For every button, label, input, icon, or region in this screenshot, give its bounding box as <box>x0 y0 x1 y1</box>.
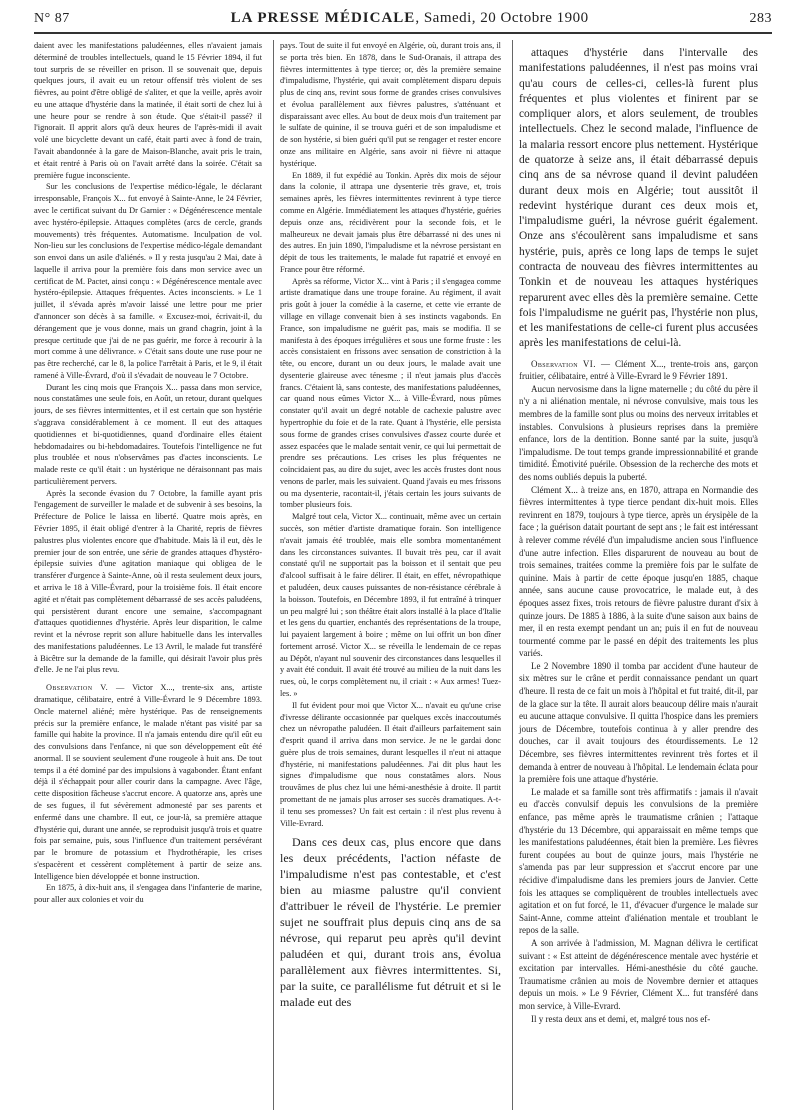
column-3 <box>512 40 758 1110</box>
paragraph: Sur les conclusions de l'expertise médico-légale, le déclarant irresponsable, François X... fut envoyé à Sainte-Anne, le 24 Février, avec le certificat suivant du Dr Garnier : « Dégénérescence mentale avec hystéro-épilepsie. Attaques complètes (arcs de cercle, grands mouvements) très fréquentes. Automatisme. Inculpation de vol. Non-lieu sur les conclusions de l'expertise médico-légale demandant son envoi dans un asile d'aliénés. » Il y resta jusqu'au 2 Mai, date à laquelle il arriva pour la première fois dans mon service avec un certificat de M. Pactet, ainsi conçu : « Dégénérescence mentale avec hystéro-épilepsie. Attaques fréquentes. Actes inconscients. » Le 1 juillet, il s'évada après m'avoir laissé une lettre pour me prier d'annoncer son décès à sa famille. « Excusez-moi, écrivait-il, du dérangement que je vous donne, mais un grand chagrin, joint à la presque certitude que j'ai de ne pas guérir, me force à recourir à la mort comme à une délivrance. » C'était sans doute une ruse pour ne pas être recherché, car le 8, la police l'arrêtait à Paris, et le 9, il était ramené à Ville-Évrard, d'où il s'évadait de nouveau le 7 Octobre. <box>34 182 262 380</box>
paragraph: Malgré tout cela, Victor X... continuait, même avec un certain succès, son métier d'artiste dramatique forain. Son intelligence n'avait jamais été troublée, mais elle sombra momentanément dans les circonstances suivantes. Il buvait très peu, car il avait constaté qu'il ne supportait pas la boisson et il sentait que peu d'alcool suffisait à le faire délirer. Il était, en effet, névropathique et paludéen, deux causes puissantes de non-résistance cérébrale à la boisson. Toutefois, en Décembre 1893, il fut entraîné à trinquer un peu malgré lui ; son théâtre était alors installé à la place d'Italie et les gens du quartier, enchantés des représentations de la troupe, lui payaient largement à boire ; même on lui offrit un bon dîner fortement arrosé. Victor X... se réveilla le lendemain de ce repas au Dépôt, n'ayant nul souvenir des circonstances dans lesquelles il y avait été conduit. Il avait été trouvé au milieu de la nuit dans les rues, où, le corps complètement nu, il criait : « Aux armes! Tuez-les. » <box>280 512 501 698</box>
paragraph: daient avec les manifestations paludéennes, elles n'avaient jamais déterminé de troubles intellectuels, quand le 15 Février 1894, il fut tout surpris de se réveiller en prison. Il se souvenait que, depuis quelques jours, il avait eu un retour offensif très violent de ses fièvres, au point d'être obligé de s'aliter, et que la veille, après avoir eu une attaque d'hystérie dans la matinée, il était sorti de chez lui à une heure pour se rendre à son étude. Que s'était-il passé? il l'ignorait. Il apprit alors qu'à deux heures de l'après-midi il avait volé une bicyclette devant un café, était parti avec à fond de train, l'avait abandonnée à la gare de Maison-Blanche, avait pris le train, et était rentré à Paris où on l'avait arrêté dans la soirée. C'était sa première fugue inconsciente. <box>34 41 262 180</box>
paragraph: En 1875, à dix-huit ans, il s'engagea dans l'infanterie de marine, pour aller aux colonies et voir du <box>34 883 262 905</box>
observation-text: Clément X..., trente-trois ans, garçon fruitier, célibataire, entré à Ville-Evrard le 9 Février 1891. <box>519 358 758 382</box>
paragraph: Il fut évident pour moi que Victor X... n'avait eu qu'une crise d'ivresse délirante occasionnée par quelques excès inaccoutumés chez un névropathe paludéen. Il était d'ailleurs parfaitement sain d'esprit quand il arriva dans mon service. Je ne le gardai donc guère plus de trois semaines, durant lesquelles il n'eut ni attaque d'hystérie, ni manifestations paludéennes. J'ai dit plus haut les signes d'impaludisme que nous constatâmes alors. Nous trouvâmes de plus chez lui une hémi-anesthésie à droite. Il partit promettant de ne jamais plus arroser ses succès dramatiques. A-t-il tenu ses promesses? Un fait est certain : il n'est plus revenu à Ville-Evrard. <box>280 700 501 828</box>
text-columns <box>34 40 772 1110</box>
observation-label: Observation V. — <box>46 683 125 693</box>
paragraph: Aucun nervosisme dans la ligne maternelle ; du côté du père il n'y a ni aliénation mentale, ni névrose convulsive, mais tous les membres de la famille sont plus ou moins des nerveux irritables et instables. Convulsions à plusieurs reprises dans la première enfance, lors de la dentition. Bonne santé par la suite, jusqu'à l'impaludisme. De tout temps grande impressionnabilité et grande timidité. Émotivité puérile. Obsession de la recherche des mots et des noms oubliés depuis la puberté. <box>519 383 758 482</box>
observation-paragraph <box>34 682 262 882</box>
journal-title-line <box>231 10 589 27</box>
discussion-paragraph: Dans ces deux cas, plus encore que dans les deux précédents, l'action néfaste de l'impaludisme n'est pas contestable, et c'est bien au miasme palustre qu'il convient d'attribuer le réveil de l'hystérie. Le premier sujet ne souffrait plus depuis cinq ans de sa névrose, qui reparut peu après qu'il devint paludéen et qui, durant trois ans, évolua parallèlement aux fièvres intermittentes. Si, par la suite, ce parallélisme fut détruit et si le malade eut des <box>280 835 501 1009</box>
issue-number: N° 87 <box>34 11 70 26</box>
journal-title: LA PRESSE MÉDICALE <box>230 10 416 26</box>
paragraph: En 1889, il fut expédié au Tonkin. Après dix mois de séjour dans la colonie, il attrapa une dysenterie très grave, et, trois semaines après, les fièvres intermittentes revinrent à type tierce comme en Algérie. Immédiatement les attaques d'hystérie, guéries depuis onze ans, récidivèrent pour la seconde fois, et le malheureux ne devait jamais plus être débarrassé ni des unes ni des autres. En juin 1890, l'impaludisme et la névrose persistant en dépit de tous les traitements, le malade fut rapatrié et envoyé en France pour être réformé. <box>280 170 501 274</box>
page-number: 283 <box>749 11 772 26</box>
paragraph: A son arrivée à l'admission, M. Magnan délivra le certificat suivant : « Est atteint de dégénérescence mentale avec hystérie et excitation par intervalles. Hémi-anesthésie du côté gauche. Traumatisme crânien au mois de Novembre dernier et attaques depuis un mois. » Le 9 Février, Clément X... fut transféré dans mon service, à Ville-Evrard. <box>519 937 758 1011</box>
column-1 <box>34 40 262 1110</box>
paragraph: Après la seconde évasion du 7 Octobre, la famille ayant pris l'engagement de surveiller le malade et de subvenir à ses besoins, la Préfecture de Police le laissa en liberté. Quatre mois après, en Février 1895, il était obligé d'entrer à la Charité, repris de fièvres palustres plus violentes encore que d'habitude. Mais là il eut, dès le premier jour de son entrée, une série de grandes attaques d'hystéro-épilepsie suivies d'une agitation maniaque qui obligea de le transférer d'urgence à Sainte-Anne, où il resta seulement deux jours, et arriva le 18 à Ville-Évrard, pour la troisième fois. Il était encore agité et n'était pas complètement débarrassé de ses accès paludéens, qui persistèrent durant encore une semaine, s'accompagnant d'attaques quotidiennes d'hystérie. Après leur disparition, le calme revint et la névrose reprit son allure habituelle dans les intervalles des manifestations paludéennes. Le 13 Avril, le malade fut transféré à Bicêtre sur la demande de la famille, qui désirait l'avoir plus près d'elle. Je ne l'ai plus revu. <box>34 488 262 675</box>
paragraph: Le malade et sa famille sont très affirmatifs : jamais il n'avait eu d'accès convulsif depuis les convulsions de la première enfance, pas même après le traumatisme crânien ; l'attaque d'hystérie du 13 Décembre, qui apparaissait en même temps que les manifestations paludéennes, était bien la première. Les fièvres furent coupées au bout de quinze jours, mais l'hystérie ne s'amenda pas par leur suppression et s'accrut encore par une récidive d'impaludisme dans les premiers jours de Janvier. Cette fois les attaques se compliquèrent de troubles intellectuels avec agitation et on fut forcé, le 11, d'évacuer d'urgence le malade sur Saint-Anne, comme atteint d'aliénation mentale et troublant le repos de la salle. <box>519 786 758 936</box>
issue-date: , Samedi, 20 Octobre 1900 <box>415 10 589 26</box>
observation-label: Observation VI. — <box>531 358 611 369</box>
paragraph: Après sa réforme, Victor X... vint à Paris ; il s'engagea comme artiste dramatique dans une troupe foraine. Au régiment, il avait pris goût à jouer la comédie à la caserne, et cette vie errante de village en village convenait bien à ses instincts vagabonds. En France, son impaludisme ne guérit pas, mais se modifia. Il se manifesta à des époques irrégulières et sous une forme fruste : les accès consistaient en frissons avec sensation de constriction à la tête, ou encore, durant un ou deux jours, le malade avait une dysenterie glaireuse avec ténesme ; il n'eut jamais plus d'accès francs. C'étaient là, sans conteste, des manifestations paludéennes, car quand nous eûmes Victor X... à Ville-Évrard, nous pûmes constater qu'il avait un degré notable de cachexie palustre avec hypertrophie du foie et de la rate. Quant à l'hystérie, elle persista sous forme de grandes crises convulsives d'assez courte durée et assez espacées que le malade sentait venir, ce qui lui permettait de prendre ses précautions. Les crises les plus fréquentes ne coïncidaient pas, au dire du sujet, avec les accès frustes dont nous venons de parler, mais les suivaient. Quand j'avais eu mes frissons ou ma dysenterie, racontait-il, j'étais certain les jours suivants de tomber plusieurs fois. <box>280 276 501 510</box>
column-2 <box>273 40 501 1110</box>
observation-paragraph <box>519 358 758 383</box>
paragraph: pays. Tout de suite il fut envoyé en Algérie, où, durant trois ans, il se porta très bien. En 1878, dans le Sud-Oranais, il attrapa des fièvres intermittentes à type tierce; or, dès la première semaine d'impaludisme, l'hystérie, qui avait complètement disparu depuis plus de cinq ans, revint sous forme de grandes crises convulsives et évolua parallèlement aux fièvres palustres, s'atténuant et disparaissant avec elles. Au bout de deux mois d'un traitement par le sulfate de quinine, il se trouva guéri et de son impaludisme et de son hystérie, si bien guéri qu'il put se rengager et rester encore onze ans militaire en Algérie, sans avoir ni fièvre ni attaque hystérique. <box>280 41 501 168</box>
observation-text: Victor X..., trente-six ans, artiste dramatique, célibataire, entré à Ville-Évrard le 9 Décembre 1893. Oncle maternel aliéné; mère hystérique. Pas de renseignements précis sur la première enfance, le malade n'étant pas visité par sa famille qui habite la province. Il n'a jamais entendu dire qu'il eût eu des convulsions dans l'enfance, ni que son développement eût été anormal. Il se souvient seulement d'une rougeole à huit ans. De tout temps il a été dominé par des impulsions à vagabonder. Étant enfant déjà il s'échappait pour aller courir dans la campagne. Avec l'âge, cette disposition fâcheuse s'accrut encore. A quatorze ans, après une de ses fugues, il fut sévèrement admonesté par ses parents et enfermé dans une chambre. Il eut, ce jour-là, sa première attaque d'hystérie qui, durant une année, se reproduisit jusqu'à trois et quatre fois par semaine, puis, sous l'influence d'un traitement persévérant par le bromure de potassium et l'hydrothérapie, les crises s'espacèrent et cessèrent complètement à partir de seize ans. Intelligence bien développée et bonne instruction. <box>34 683 262 881</box>
paragraph: Il y resta deux ans et demi, et, malgré tous nos ef- <box>531 1013 711 1024</box>
discussion-paragraph: attaques d'hystérie dans l'intervalle des manifestations paludéennes, il n'est pas moins vrai qu'au cours de celles-ci, celles-là furent plus fréquentes et plus violentes et finirent par se compliquer alors, et alors seulement, de troubles intellectuels. Chez le second malade, l'influence de la malaria ressort encore plus nettement. Hystérique de quatorze à seize ans, il était débarrassé depuis cinq ans de sa névrose quand il devint paludéen durant deux mois en Algérie; tout aussitôt il redevint hystérique durant ces deux mois et, l'impaludisme guéri, la névrose guérit également. Onze ans s'écoulèrent sans impaludisme et sans hystérie, puis, après ce long laps de temps le sujet contracta de nouveau des fièvres intermittentes au Tonkin et de nouveau les attaques hystériques reparurent avec elles dès la première semaine. Cette fois l'impaludisme ne guérit pas, l'hystérie non plus, et les manifestations de celle-ci furent plus accusées après les manifestations de celui-là. <box>519 47 758 350</box>
paragraph: Durant les cinq mois que François X... passa dans mon service, nous constatâmes une seule fois, en Août, un retour, durant quelques jours, de ses fièvres intermittentes, et il est certain que son hystérie s'aggrava considérablement à ce moment. Il eut des attaques quotidiennes et bi-quotidiennes, quand d'ordinaire elles étaient hebdomadaires ou bi-hebdomadaires. Toutefois l'intelligence ne fut plus troublée et nous n'observâmes pas d'actes inconscients. Le malade reste ce qu'il était : un hystérique ne déraisonnant pas mais particulièrement pervers. <box>34 382 262 486</box>
paragraph: Le 2 Novembre 1890 il tomba par accident d'une hauteur de six mètres sur le crâne et perdit connaissance pendant un quart d'heure. Il resta de ce fait un mois à l'hôpital et fut traité, dit-il, par de la glace sur la tête. Il aurait alors beaucoup délire mais n'aurait eu aucune attaque convulsive. Il quitta l'hospice dans les premiers jours de Décembre, toutefois continua à y aller prendre des douches, car il avait toujours des étourdissements. Le 12 Décembre, ses fièvres intermittentes revinrent très fortes et il demanda à entrer de nouveau à l'hôpital. Le lendemain éclata pour la première fois une attaque d'hystérie. <box>519 660 758 785</box>
running-header <box>34 0 772 34</box>
paragraph: Clément X... à treize ans, en 1870, attrapa en Normandie des fièvres intermittentes à type tierce pendant dix-huit mois. Elles revinrent en 1879, toujours à type tierce, après un érysipèle de la face ; la guérison datait pourtant de sept ans ; le fait est intéressant à relever comme révélé d'un impaludisme ancien sous l'influence d'une autre infection. Elles disparurent de nouveau au bout de trois semaines, traitées comme la première fois par le sulfate de quinine. Mais à partir de cette époque jusqu'en 1885, chaque année, sans aucune cause provocatrice, le malade eut, à des époques assez fixes, trois retours de fièvre palustre durant d'six à quinze jours. De 1885 à 1886, à la suite d'une saison aux bains de mer, il en resta exempt pendant un an; puis il en fut de nouveau tourmenté comme par le passé en dépit des traitements les plus variés. <box>519 484 758 659</box>
